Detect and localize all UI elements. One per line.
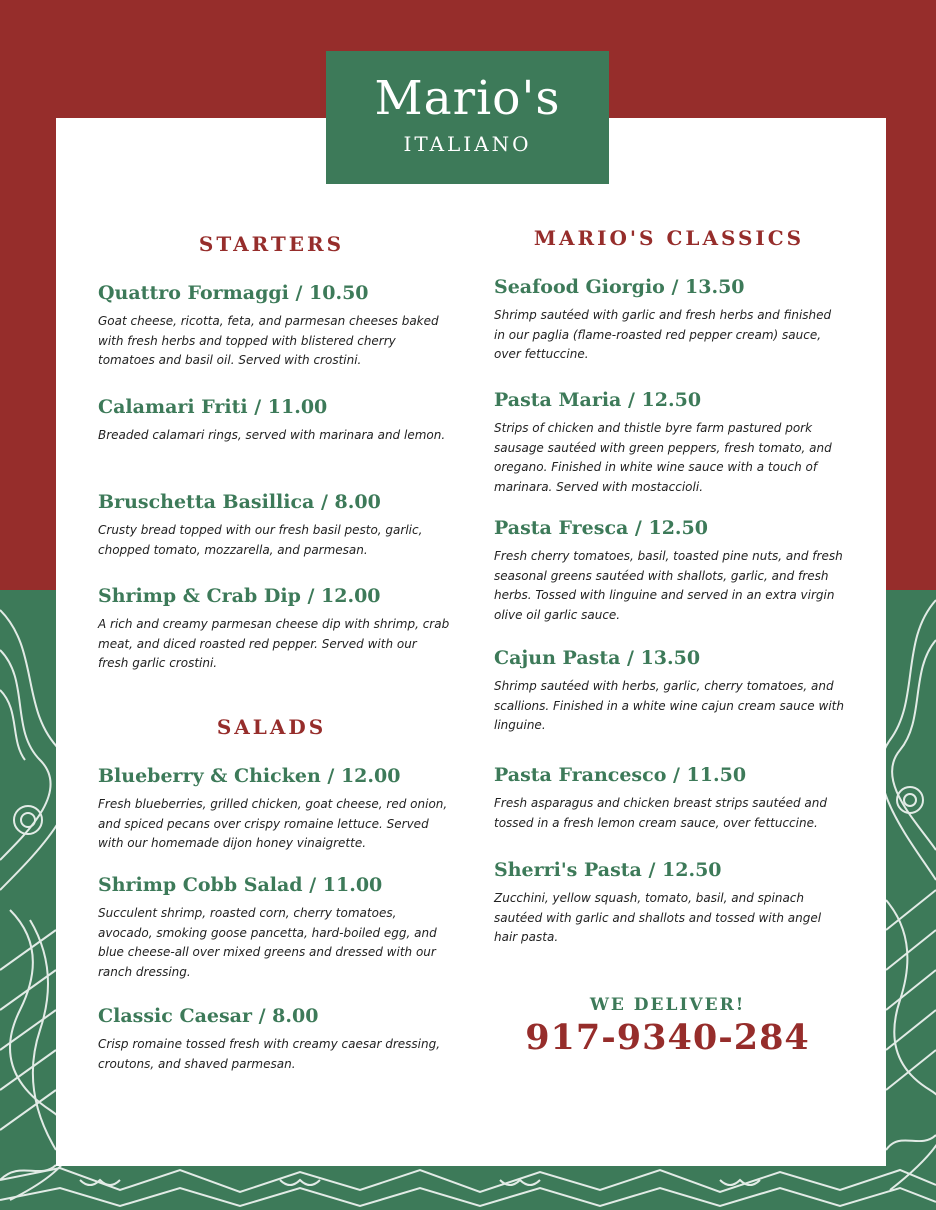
menu-item: [98, 280, 450, 371]
menu-item-title: Bruschetta Basillica / 8.00: [98, 491, 381, 513]
menu-item-description: Goat cheese, ricotta, feta, and parmesan cheeses baked with fresh herbs and topped with blistered cherry tomatoes and basil oil. Served with crostini.: [98, 314, 439, 367]
section-title-classics: MARIO'S CLASSICS: [533, 226, 805, 250]
menu-item-title: Classic Caesar / 8.00: [98, 1005, 319, 1027]
menu-item-description: Breaded calamari rings, served with marinara and lemon.: [98, 428, 446, 442]
menu-item-title: Seafood Giorgio / 13.50: [494, 276, 745, 298]
delivery-label: WE DELIVER!: [589, 995, 746, 1015]
menu-item-description: Strips of chicken and thistle byre farm pastured pork sausage sautéed with green peppers, fresh tomato, and oregano. Finished in white wine sauce with a touch of marinara. Served with mostaccioli.: [494, 421, 832, 494]
menu-item-title: Pasta Fresca / 12.50: [494, 517, 708, 539]
menu-item-description: Shrimp sautéed with garlic and fresh herbs and finished in our paglia (flame-roasted red pepper cream) sauce, over fettuccine.: [494, 308, 832, 361]
menu-item: [494, 762, 844, 833]
menu-item: [494, 387, 844, 497]
menu-item-description: Crusty bread topped with our fresh basil pesto, garlic, chopped tomato, mozzarella, and parmesan.: [98, 523, 423, 557]
menu-item-description: Fresh asparagus and chicken breast strips sautéed and tossed in a fresh lemon cream sauce, over fettuccine.: [494, 796, 827, 830]
section-title-salads: SALADS: [216, 715, 327, 739]
menu-item: [98, 489, 450, 560]
menu-item: [494, 515, 844, 625]
menu-item-title: Quattro Formaggi / 10.50: [98, 282, 369, 304]
menu-item: [98, 1003, 450, 1074]
menu-item: [98, 763, 450, 854]
menu-item-description: Crisp romaine tossed fresh with creamy caesar dressing, croutons, and shaved parmesan.: [98, 1037, 441, 1071]
menu-item-title: Pasta Maria / 12.50: [494, 389, 702, 411]
menu-item-description: A rich and creamy parmesan cheese dip with shrimp, crab meat, and diced roasted red pepper. Served with our fresh garlic crostini.: [98, 617, 450, 670]
menu-item-title: Shrimp & Crab Dip / 12.00: [98, 585, 381, 607]
menu-item-title: Calamari Friti / 11.00: [98, 396, 328, 418]
phone-number[interactable]: 917-9340-284: [525, 1017, 810, 1058]
menu-item-description: Fresh blueberries, grilled chicken, goat cheese, red onion, and spiced pecans over crispy romaine lettuce. Served with our homemade dijon honey vinaigrette.: [98, 797, 448, 850]
restaurant-name: Mario's: [374, 71, 561, 126]
menu-item-description: Succulent shrimp, roasted corn, cherry tomatoes, avocado, smoking goose pancetta, hard-boiled egg, and blue cheese-all over mixed greens and dressed with our ranch dressing.: [98, 906, 437, 979]
logo: [326, 51, 609, 184]
menu-item: [98, 583, 450, 674]
menu-item: [98, 872, 450, 982]
menu-item-title: Blueberry & Chicken / 12.00: [98, 765, 401, 787]
menu-item-description: Fresh cherry tomatoes, basil, toasted pine nuts, and fresh seasonal greens sautéed with shallots, garlic, and fresh herbs. Tossed with linguine and served in an extra virgin olive oil garlic sauce.: [494, 549, 843, 622]
menu-item-title: Shrimp Cobb Salad / 11.00: [98, 874, 383, 896]
menu-item-title: Pasta Francesco / 11.50: [494, 764, 747, 786]
menu-item: [494, 274, 844, 365]
restaurant-tagline: ITALIANO: [403, 132, 532, 156]
menu-item: [494, 645, 844, 736]
menu-item-description: Zucchini, yellow squash, tomato, basil, and spinach sautéed with garlic and shallots and tossed with angel hair pasta.: [494, 891, 822, 944]
menu-item: [98, 394, 450, 446]
menu-item-title: Sherri's Pasta / 12.50: [494, 859, 722, 881]
menu-item-description: Shrimp sautéed with herbs, garlic, cherry tomatoes, and scallions. Finished in a white wine cajun cream sauce with linguine.: [494, 679, 844, 732]
menu-item: [494, 857, 844, 948]
menu-item-title: Cajun Pasta / 13.50: [494, 647, 701, 669]
section-title-starters: STARTERS: [198, 232, 345, 256]
